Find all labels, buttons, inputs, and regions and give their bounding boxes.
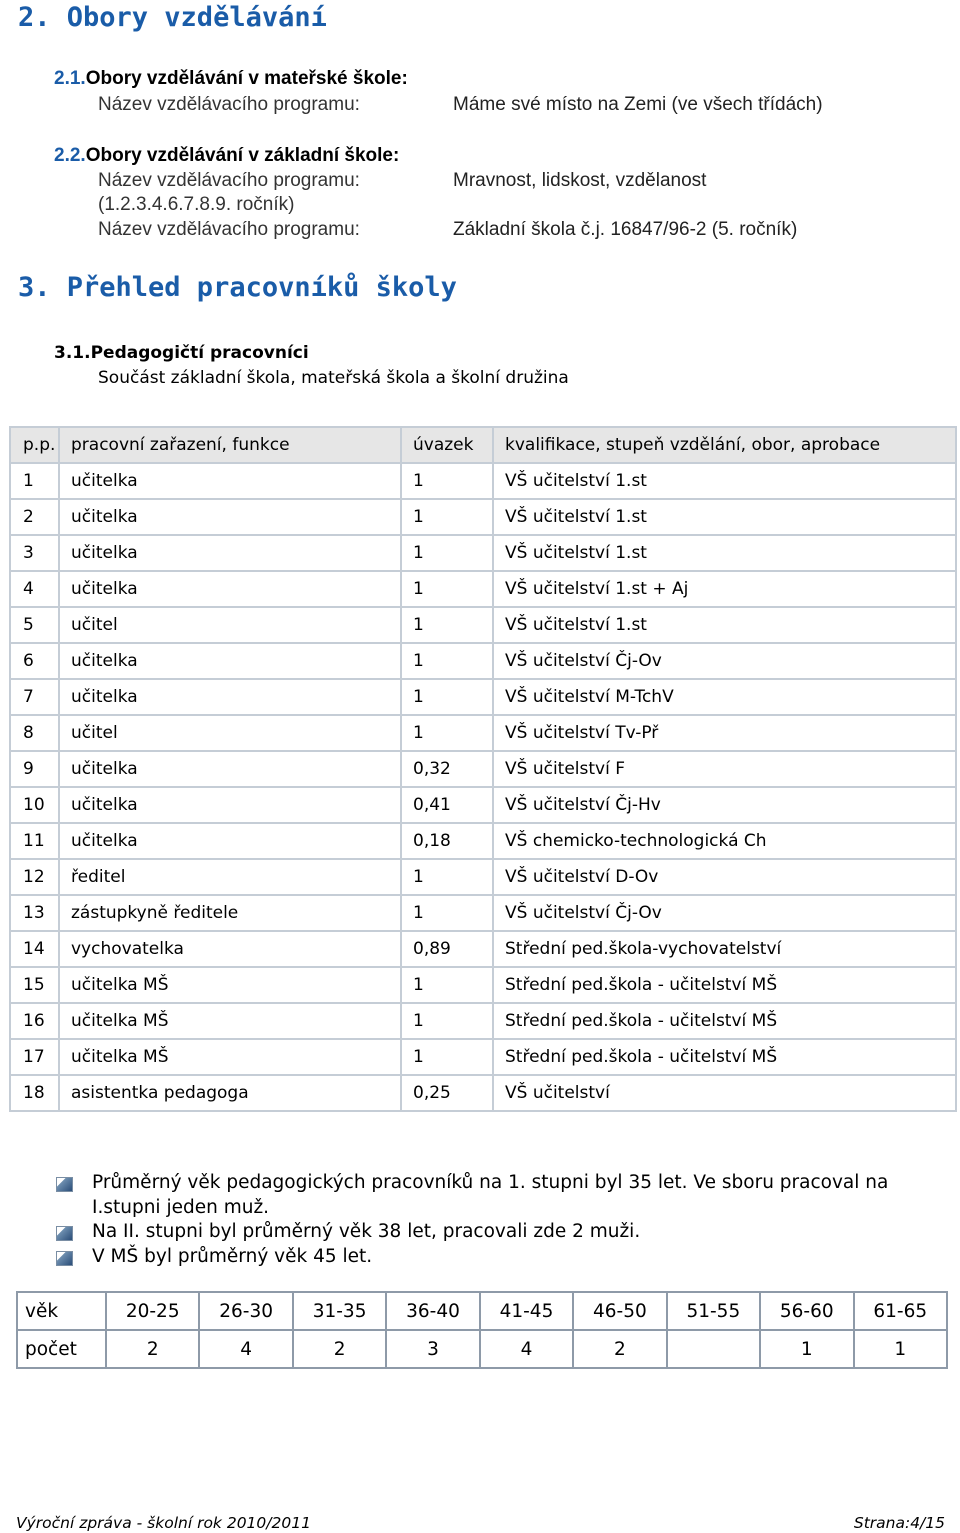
- age-count-cell: 1: [854, 1330, 948, 1368]
- table-row: [10, 499, 956, 535]
- row-function: učitelka: [59, 535, 401, 571]
- age-range-cell: 31-35: [293, 1292, 386, 1330]
- header-function: pracovní zařazení, funkce: [59, 427, 401, 463]
- table-row: [10, 1003, 956, 1039]
- row-qualification: Střední ped.škola - učitelství MŠ: [493, 967, 956, 1003]
- row-number: 17: [10, 1039, 59, 1075]
- age-count-cell: [667, 1330, 760, 1368]
- row-qualification: VŠ učitelství Tv-Př: [493, 715, 956, 751]
- row-function: zástupkyně ředitele: [59, 895, 401, 931]
- row-workload: 0,89: [401, 931, 493, 967]
- table-row: [10, 715, 956, 751]
- row-workload: 1: [401, 535, 493, 571]
- row-number: 9: [10, 751, 59, 787]
- row-qualification: VŠ učitelství Čj-Hv: [493, 787, 956, 823]
- table-row: [10, 859, 956, 895]
- row-workload: 1: [401, 715, 493, 751]
- table-row: [10, 823, 956, 859]
- row-function: učitelka: [59, 571, 401, 607]
- header-workload: úvazek: [401, 427, 493, 463]
- row-qualification: Střední ped.škola-vychovatelství: [493, 931, 956, 967]
- age-range-cell: 61-65: [854, 1292, 948, 1330]
- bullet-icon: [56, 1177, 73, 1192]
- row-function: ředitel: [59, 859, 401, 895]
- bullet-icon: [56, 1251, 73, 1266]
- age-range-cell: 26-30: [199, 1292, 292, 1330]
- notes-list: [56, 1171, 936, 1269]
- row-qualification: VŠ učitelství: [493, 1075, 956, 1111]
- age-count-cell: 4: [199, 1330, 292, 1368]
- row-workload: 1: [401, 859, 493, 895]
- row-workload: 1: [401, 463, 493, 499]
- age-range-cell: 46-50: [573, 1292, 666, 1330]
- row-workload: 0,18: [401, 823, 493, 859]
- ms-program-value: Máme své místo na Zemi (ve všech třídách): [453, 94, 823, 115]
- row-function: učitelka: [59, 499, 401, 535]
- table-row: [10, 1039, 956, 1075]
- row-workload: 1: [401, 967, 493, 1003]
- age-count-cell: 2: [293, 1330, 386, 1368]
- row-number: 7: [10, 679, 59, 715]
- row-function: asistentka pedagoga: [59, 1075, 401, 1111]
- row-function: učitelka: [59, 823, 401, 859]
- row-number: 12: [10, 859, 59, 895]
- row-workload: 1: [401, 607, 493, 643]
- row-qualification: VŠ učitelství 1.st: [493, 607, 956, 643]
- count-row-label: počet: [17, 1330, 106, 1368]
- age-range-cell: 41-45: [480, 1292, 573, 1330]
- count-row: [17, 1330, 947, 1368]
- row-number: 1: [10, 463, 59, 499]
- zs-program-label-1: Název vzdělávacího programu:: [98, 170, 360, 191]
- row-qualification: Střední ped.škola - učitelství MŠ: [493, 1003, 956, 1039]
- table-row: [10, 787, 956, 823]
- age-range-cell: 20-25: [106, 1292, 199, 1330]
- table-row: [10, 463, 956, 499]
- header-pp: p.p.: [10, 427, 59, 463]
- note-text: Průměrný věk pedagogických pracovníků na 1. stupni byl 35 let. Ve sboru pracoval na I.stupni jeden muž.: [92, 1172, 889, 1218]
- row-function: učitelka MŠ: [59, 1003, 401, 1039]
- subsection-2-2-heading: [54, 145, 399, 167]
- section-3-part: Součást základní škola, mateřská škola a školní družina: [98, 368, 569, 388]
- subsection-2-1-text: Obory vzdělávání v mateřské škole:: [85, 68, 408, 89]
- age-count-cell: 4: [480, 1330, 573, 1368]
- row-qualification: VŠ učitelství F: [493, 751, 956, 787]
- row-qualification: Střední ped.škola - učitelství MŠ: [493, 1039, 956, 1075]
- table-row: [10, 751, 956, 787]
- row-qualification: VŠ učitelství 1.st: [493, 463, 956, 499]
- row-function: učitelka: [59, 751, 401, 787]
- age-table: [16, 1291, 948, 1369]
- row-number: 6: [10, 643, 59, 679]
- row-function: učitelka: [59, 643, 401, 679]
- row-workload: 1: [401, 679, 493, 715]
- row-function: učitelka: [59, 787, 401, 823]
- zs-program-grades: (1.2.3.4.6.7.8.9. ročník): [98, 194, 295, 215]
- row-number: 4: [10, 571, 59, 607]
- row-number: 15: [10, 967, 59, 1003]
- note-text: Na II. stupni byl průměrný věk 38 let, pracovali zde 2 muži.: [92, 1221, 641, 1242]
- footer-left: Výroční zpráva - školní rok 2010/2011: [16, 1514, 311, 1532]
- row-number: 10: [10, 787, 59, 823]
- row-workload: 0,32: [401, 751, 493, 787]
- row-workload: 1: [401, 1039, 493, 1075]
- note-item: [56, 1245, 936, 1270]
- row-workload: 1: [401, 643, 493, 679]
- row-function: učitelka: [59, 679, 401, 715]
- row-function: učitel: [59, 607, 401, 643]
- row-number: 18: [10, 1075, 59, 1111]
- age-count-cell: 2: [106, 1330, 199, 1368]
- row-number: 3: [10, 535, 59, 571]
- row-number: 13: [10, 895, 59, 931]
- bullet-icon: [56, 1226, 73, 1241]
- table-row: [10, 1075, 956, 1111]
- row-qualification: VŠ učitelství Čj-Ov: [493, 643, 956, 679]
- row-number: 11: [10, 823, 59, 859]
- zs-program-value-2: Základní škola č.j. 16847/96-2 (5. ročník): [453, 219, 798, 240]
- row-number: 8: [10, 715, 59, 751]
- row-qualification: VŠ učitelství Čj-Ov: [493, 895, 956, 931]
- row-qualification: VŠ učitelství 1.st: [493, 499, 956, 535]
- header-qualification: kvalifikace, stupeň vzdělání, obor, aprobace: [493, 427, 956, 463]
- row-qualification: VŠ učitelství 1.st: [493, 535, 956, 571]
- row-workload: 1: [401, 571, 493, 607]
- note-item: [56, 1220, 936, 1245]
- row-workload: 0,25: [401, 1075, 493, 1111]
- table-row: [10, 679, 956, 715]
- row-qualification: VŠ učitelství D-Ov: [493, 859, 956, 895]
- subsection-2-2-text: Obory vzdělávání v základní škole:: [85, 145, 400, 166]
- row-workload: 0,41: [401, 787, 493, 823]
- table-row: [10, 571, 956, 607]
- subsection-2-1-heading: [54, 68, 408, 90]
- row-function: učitelka MŠ: [59, 1039, 401, 1075]
- age-range-cell: 56-60: [760, 1292, 853, 1330]
- ms-program-label: Název vzdělávacího programu:: [98, 94, 360, 115]
- subsection-2-1-number: 2.1.: [54, 68, 86, 89]
- staff-table: [9, 426, 957, 1112]
- row-function: učitelka MŠ: [59, 967, 401, 1003]
- zs-program-label-2: Název vzdělávacího programu:: [98, 219, 360, 240]
- table-row: [10, 967, 956, 1003]
- zs-program-value-1: Mravnost, lidskost, vzdělanost: [453, 170, 707, 191]
- section-3-title: 3. Přehled pracovníků školy: [18, 272, 457, 303]
- row-workload: 1: [401, 895, 493, 931]
- row-workload: 1: [401, 1003, 493, 1039]
- age-count-cell: 1: [760, 1330, 853, 1368]
- table-row: [10, 535, 956, 571]
- row-function: učitelka: [59, 463, 401, 499]
- table-row: [10, 643, 956, 679]
- age-count-cell: 2: [573, 1330, 666, 1368]
- row-number: 14: [10, 931, 59, 967]
- age-row-label: věk: [17, 1292, 106, 1330]
- age-range-cell: 36-40: [386, 1292, 479, 1330]
- footer-page-number: Strana:4/15: [853, 1514, 945, 1532]
- row-qualification: VŠ učitelství 1.st + Aj: [493, 571, 956, 607]
- table-row: [10, 931, 956, 967]
- row-function: učitel: [59, 715, 401, 751]
- age-range-cell: 51-55: [667, 1292, 760, 1330]
- note-item: [56, 1171, 936, 1220]
- row-number: 2: [10, 499, 59, 535]
- row-qualification: VŠ chemicko-technologická Ch: [493, 823, 956, 859]
- row-workload: 1: [401, 499, 493, 535]
- table-row: [10, 607, 956, 643]
- row-number: 16: [10, 1003, 59, 1039]
- staff-table-header: [10, 427, 956, 463]
- subsection-3-1-text: Pedagogičtí pracovníci: [90, 343, 309, 363]
- age-row: [17, 1292, 947, 1330]
- section-2-title: 2. Obory vzdělávání: [18, 2, 327, 33]
- row-function: vychovatelka: [59, 931, 401, 967]
- subsection-3-1-heading: [54, 343, 309, 363]
- table-row: [10, 895, 956, 931]
- age-count-cell: 3: [386, 1330, 479, 1368]
- row-number: 5: [10, 607, 59, 643]
- subsection-2-2-number: 2.2.: [54, 145, 86, 166]
- subsection-3-1-number: 3.1.: [54, 343, 91, 363]
- row-qualification: VŠ učitelství M-TchV: [493, 679, 956, 715]
- note-text: V MŠ byl průměrný věk 45 let.: [92, 1245, 373, 1267]
